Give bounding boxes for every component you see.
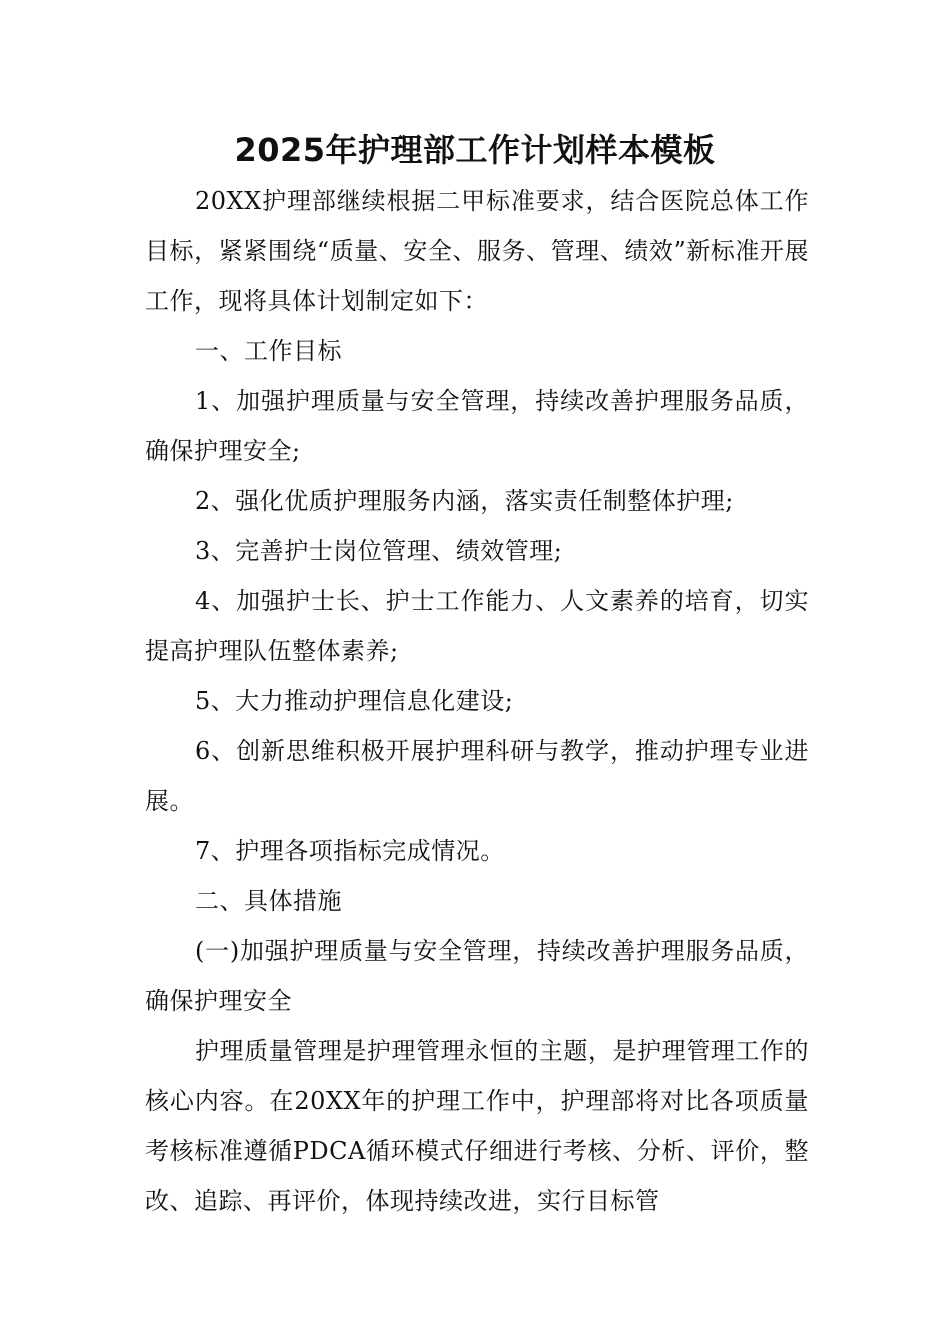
goal-item-4: 4、加强护士长、护士工作能力、人文素养的培育，切实提高护理队伍整体素养; bbox=[145, 587, 809, 665]
subsection-heading-1: (一)加强护理质量与安全管理，持续改善护理服务品质，确保护理安全 bbox=[145, 937, 809, 1015]
paragraph-quality-management: 护理质量管理是护理管理永恒的主题，是护理管理工作的核心内容。在20XX年的护理工作中，护理部将对比各项质量考核标准遵循PDCA循环模式仔细进行考核、分析、评价，整改、追踪、再评价，体现持续改进，实行目标管 bbox=[145, 1037, 809, 1215]
goal-item-2: 2、强化优质护理服务内涵，落实责任制整体护理; bbox=[195, 487, 734, 515]
goal-item-6: 6、创新思维积极开展护理科研与教学，推动护理专业进展。 bbox=[145, 737, 809, 815]
section-heading-measures: 二、具体措施 bbox=[195, 887, 342, 915]
section-heading-goals: 一、工作目标 bbox=[195, 337, 342, 365]
paragraph-intro: 20XX护理部继续根据二甲标准要求，结合医院总体工作目标，紧紧围绕“质量、安全、服务、管理、绩效”新标准开展工作，现将具体计划制定如下： bbox=[145, 187, 809, 315]
goal-item-7: 7、护理各项指标完成情况。 bbox=[195, 837, 505, 865]
goal-item-1: 1、加强护理质量与安全管理，持续改善护理服务品质，确保护理安全; bbox=[145, 387, 809, 465]
goal-item-3: 3、完善护士岗位管理、绩效管理; bbox=[195, 537, 563, 565]
document-title: 2025年护理部工作计划样本模板 bbox=[234, 131, 716, 169]
document-body bbox=[145, 176, 809, 1226]
goal-item-5: 5、大力推动护理信息化建设; bbox=[195, 687, 514, 715]
